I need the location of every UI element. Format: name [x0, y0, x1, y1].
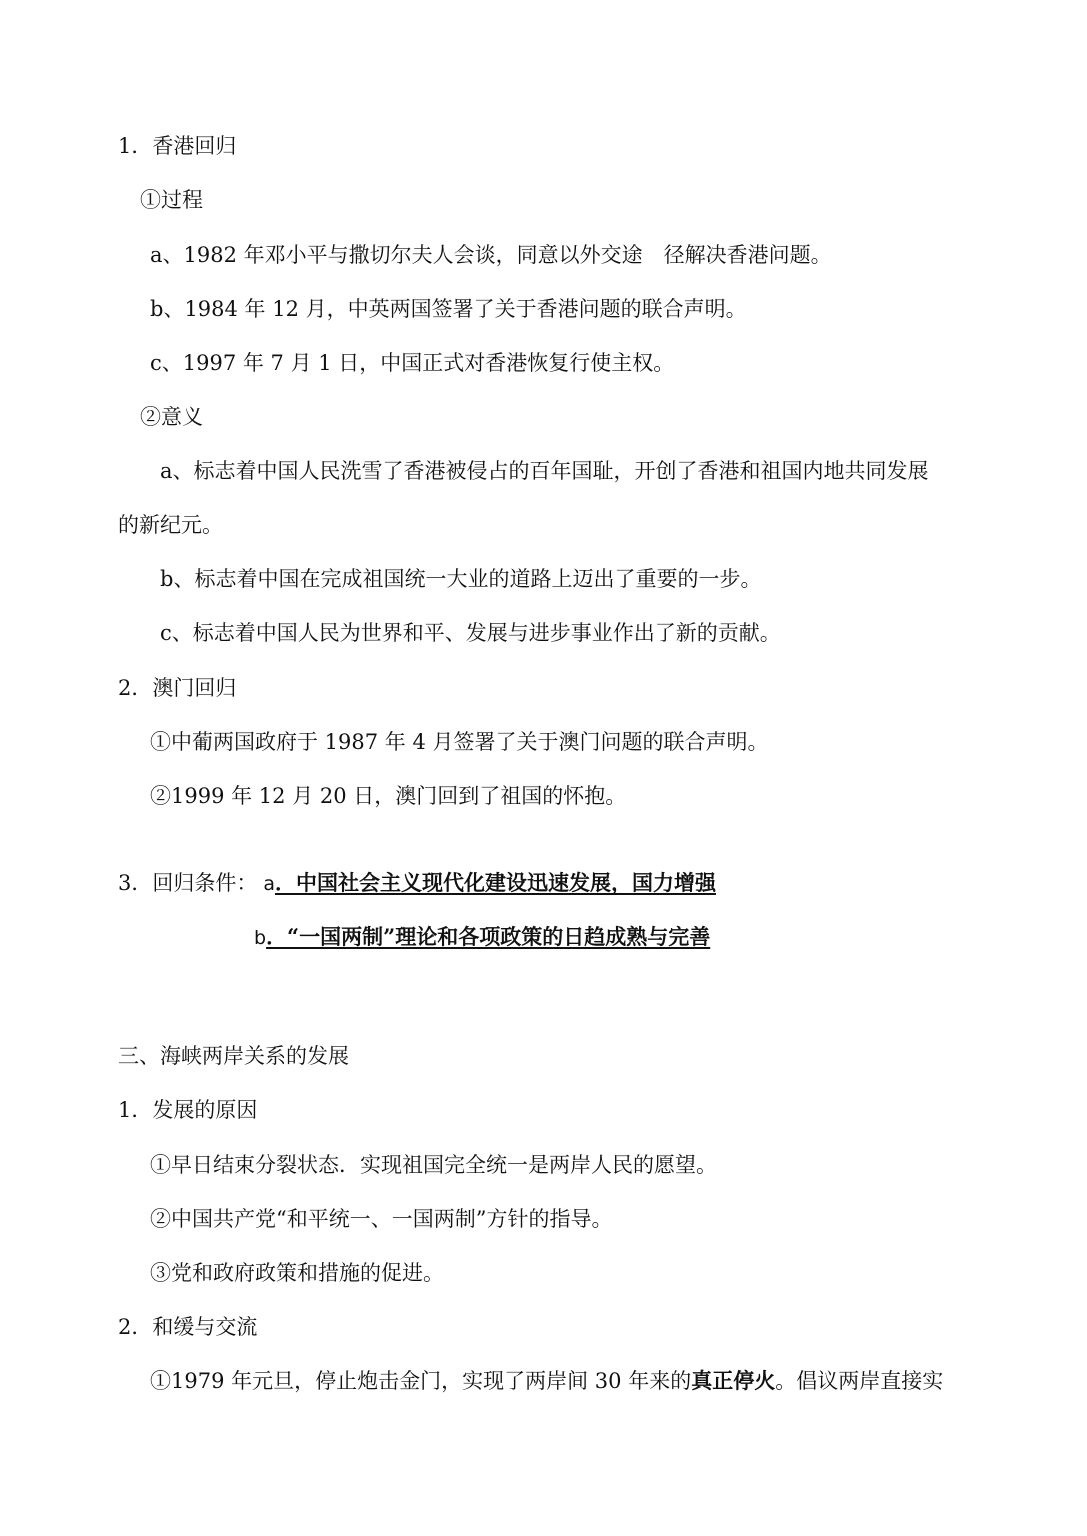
hk-process-c: c、1997 年 7 月 1 日，中国正式对香港恢复行使主权。: [150, 351, 675, 375]
strait-reason-1: ①早日结束分裂状态．实现祖国完全统一是两岸人民的愿望。: [150, 1153, 717, 1177]
strait-reason-3: ③党和政府政策和措施的促进。: [150, 1261, 444, 1285]
exchange1-pre: ①1979 年元旦，停止炮击金门，实现了两岸间 30 年来的: [150, 1369, 692, 1393]
hk-meaning-a-line2: 的新纪元。: [118, 513, 223, 537]
conditions-b-letter: b: [254, 927, 267, 949]
hk-heading: 1．香港回归: [118, 134, 237, 158]
hk-meaning-c: c、标志着中国人民为世界和平、发展与进步事业作出了新的贡献。: [160, 621, 781, 645]
conditions-b-row: [254, 924, 710, 951]
conditions-a-text: ．中国社会主义现代化建设迅速发展，国力增强: [275, 870, 717, 895]
macau-item2: ②1999 年 12 月 20 日，澳门回到了祖国的怀抱。: [150, 784, 627, 808]
hk-process-a: a、1982 年邓小平与撒切尔夫人会谈，同意以外交途 径解决香港问题。: [150, 243, 832, 267]
hk-process-b: b、1984 年 12 月，中英两国签署了关于香港问题的联合声明。: [150, 297, 747, 321]
conditions-a-row: [118, 870, 716, 897]
macau-item1: ①中葡两国政府于 1987 年 4 月签署了关于澳门问题的联合声明。: [150, 730, 769, 754]
strait-section-title: 三、海峡两岸关系的发展: [118, 1044, 349, 1068]
hk-process-title: ①过程: [140, 188, 203, 212]
hk-meaning-a-line1: a、标志着中国人民洗雪了香港被侵占的百年国耻，开创了香港和祖国内地共同发展: [160, 459, 929, 483]
strait-reason-2: ②中国共产党“和平统一、一国两制”方针的指导。: [150, 1207, 613, 1231]
exchange1-post: 。倡议两岸直接实: [775, 1369, 944, 1393]
macau-heading: 2．澳门回归: [118, 676, 237, 700]
hk-meaning-b: b、标志着中国在完成祖国统一大业的道路上迈出了重要的一步。: [160, 567, 762, 591]
exchange1-bold: 真正停火: [691, 1368, 776, 1393]
conditions-label: 3．回归条件：: [118, 871, 258, 895]
strait-reasons-heading: 1．发展的原因: [118, 1098, 258, 1122]
hk-meaning-title: ②意义: [140, 405, 203, 429]
strait-exchange-1: [150, 1368, 943, 1394]
conditions-b-text: ．“一国两制”理论和各项政策的日趋成熟与完善: [266, 924, 711, 949]
strait-exchange-heading: 2．和缓与交流: [118, 1315, 258, 1339]
conditions-a-letter: a: [263, 873, 276, 895]
